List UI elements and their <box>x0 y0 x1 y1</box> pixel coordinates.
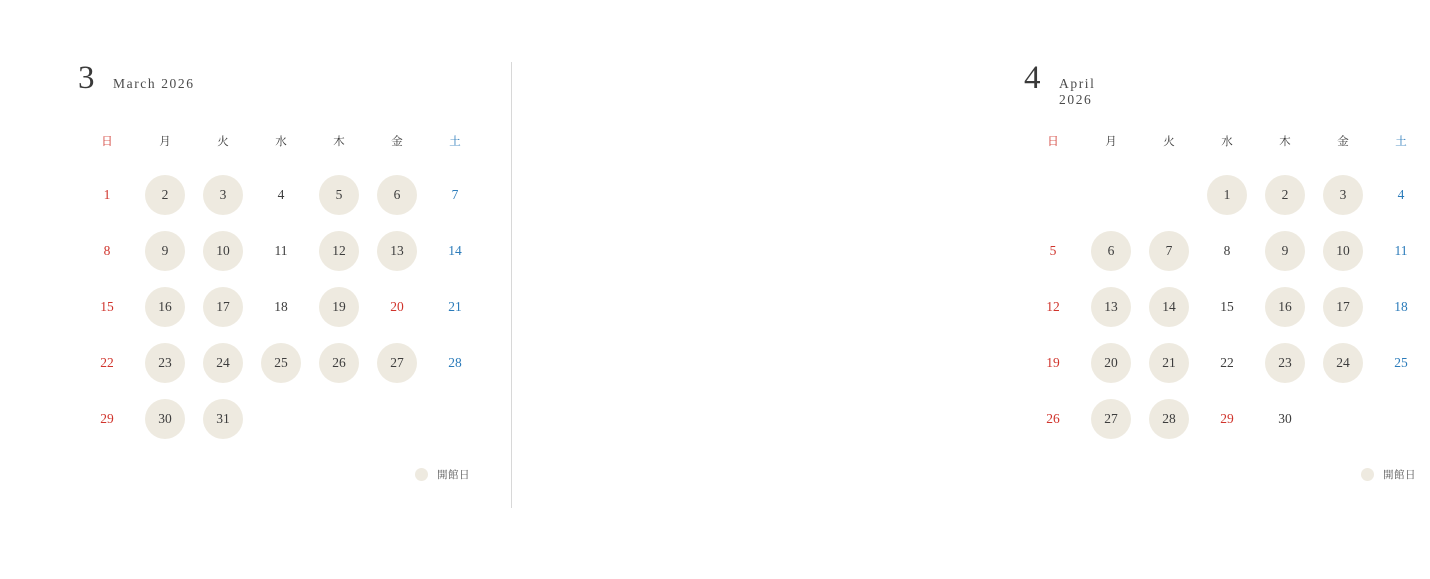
day-number[interactable]: 11 <box>1394 243 1408 259</box>
day-number[interactable]: 21 <box>1149 343 1189 383</box>
calendar-cell <box>1082 335 1140 391</box>
legend-label: 開館日 <box>437 469 470 481</box>
calendar-cell <box>310 223 368 279</box>
day-number[interactable]: 5 <box>319 175 359 215</box>
day-number[interactable]: 9 <box>1265 231 1305 271</box>
day-number[interactable]: 23 <box>145 343 185 383</box>
weekday-header: 日 <box>1047 134 1059 148</box>
calendar-cell <box>1372 279 1430 335</box>
day-number[interactable]: 24 <box>203 343 243 383</box>
calendar-cell <box>1024 279 1082 335</box>
day-number[interactable]: 22 <box>1220 355 1234 371</box>
legend-dot-icon <box>1361 468 1374 481</box>
weekday-header: 月 <box>159 134 171 148</box>
calendar-cell <box>368 279 426 335</box>
calendar-week-row <box>78 335 484 391</box>
day-number[interactable]: 29 <box>100 411 114 427</box>
calendar-cell <box>1256 335 1314 391</box>
calendar-cell <box>1314 167 1372 223</box>
calendar-cell <box>1140 391 1198 447</box>
calendar-cell <box>1024 223 1082 279</box>
calendar-week-row <box>78 223 484 279</box>
calendar-grid <box>1024 132 1430 447</box>
calendar-cell <box>1372 391 1430 447</box>
calendar-cell <box>1024 335 1082 391</box>
weekday-header: 金 <box>1337 134 1349 148</box>
day-number[interactable]: 3 <box>1323 175 1363 215</box>
calendar-cell <box>1140 223 1198 279</box>
day-number[interactable]: 5 <box>1049 243 1057 259</box>
day-number[interactable]: 20 <box>390 299 404 315</box>
calendar-week-row <box>78 167 484 223</box>
day-number[interactable]: 27 <box>1091 399 1131 439</box>
calendar-cell <box>78 223 136 279</box>
day-number[interactable]: 30 <box>1278 411 1292 427</box>
day-number[interactable]: 3 <box>203 175 243 215</box>
day-number[interactable]: 17 <box>203 287 243 327</box>
calendar-cell <box>1372 335 1430 391</box>
day-number[interactable]: 25 <box>1394 355 1408 371</box>
month-block <box>0 0 512 482</box>
calendar-cell <box>194 279 252 335</box>
weekday-header: 金 <box>391 134 403 148</box>
calendar-cell <box>310 335 368 391</box>
page-divider <box>511 62 512 508</box>
calendar-cell <box>1140 335 1198 391</box>
calendar-cell <box>1082 279 1140 335</box>
day-number[interactable]: 4 <box>277 187 285 203</box>
weekday-header: 火 <box>217 134 229 148</box>
month-number: 4 <box>1024 60 1041 96</box>
calendar-cell <box>1372 167 1430 223</box>
day-number[interactable]: 27 <box>377 343 417 383</box>
day-number[interactable]: 15 <box>100 299 114 315</box>
day-empty <box>319 399 359 439</box>
calendar-cell <box>1314 223 1372 279</box>
calendar-cell <box>136 335 194 391</box>
legend-dot-icon <box>415 468 428 481</box>
legend-label: 開館日 <box>1383 469 1416 481</box>
day-number[interactable]: 1 <box>1207 175 1247 215</box>
day-number[interactable]: 31 <box>203 399 243 439</box>
calendar-cell <box>1140 167 1198 223</box>
day-number[interactable]: 16 <box>1265 287 1305 327</box>
calendar-cell <box>194 335 252 391</box>
legend <box>1024 467 1416 482</box>
month-name: April 2026 <box>1059 76 1096 107</box>
month-name: March 2026 <box>113 76 195 91</box>
day-empty <box>377 399 417 439</box>
day-number[interactable]: 13 <box>1091 287 1131 327</box>
day-number[interactable]: 14 <box>1149 287 1189 327</box>
weekday-header-row <box>78 132 484 167</box>
calendar-week-row <box>78 279 484 335</box>
day-number[interactable]: 10 <box>203 231 243 271</box>
day-number[interactable]: 26 <box>319 343 359 383</box>
calendar-cell <box>1198 223 1256 279</box>
day-number[interactable]: 24 <box>1323 343 1363 383</box>
day-number[interactable]: 18 <box>274 299 288 315</box>
day-empty <box>1323 399 1363 439</box>
day-number[interactable]: 6 <box>377 175 417 215</box>
weekday-header: 火 <box>1163 134 1175 148</box>
calendar-cell <box>136 167 194 223</box>
day-number[interactable]: 9 <box>145 231 185 271</box>
day-number[interactable]: 13 <box>377 231 417 271</box>
day-number[interactable]: 8 <box>103 243 111 259</box>
calendar-cell <box>1314 391 1372 447</box>
calendar-week-row <box>1024 279 1430 335</box>
day-number[interactable]: 23 <box>1265 343 1305 383</box>
day-number[interactable]: 18 <box>1394 299 1408 315</box>
day-number[interactable]: 12 <box>319 231 359 271</box>
calendar-week-row <box>1024 167 1430 223</box>
weekday-header: 水 <box>1221 134 1233 148</box>
day-number[interactable]: 17 <box>1323 287 1363 327</box>
day-empty <box>1149 175 1189 215</box>
calendar-cell <box>1024 391 1082 447</box>
calendar-cell <box>1082 391 1140 447</box>
day-number[interactable]: 8 <box>1223 243 1231 259</box>
calendar-cell <box>78 279 136 335</box>
calendar-cell <box>252 335 310 391</box>
calendar-cell <box>1314 335 1372 391</box>
day-number[interactable]: 2 <box>145 175 185 215</box>
calendar-cell <box>252 223 310 279</box>
day-number[interactable]: 2 <box>1265 175 1305 215</box>
calendar-cell <box>1372 223 1430 279</box>
day-number[interactable]: 12 <box>1046 299 1060 315</box>
day-number[interactable]: 19 <box>319 287 359 327</box>
day-empty <box>1033 175 1073 215</box>
day-number[interactable]: 26 <box>1046 411 1060 427</box>
month-number: 3 <box>78 60 95 96</box>
calendar-cell <box>252 279 310 335</box>
weekday-header: 日 <box>101 134 113 148</box>
day-number[interactable]: 7 <box>451 187 459 203</box>
calendar-cell <box>252 167 310 223</box>
month-header <box>78 62 512 108</box>
weekday-header-row <box>1024 132 1430 167</box>
calendar-cell <box>78 391 136 447</box>
calendar-cell <box>1198 335 1256 391</box>
day-number[interactable]: 20 <box>1091 343 1131 383</box>
month-block <box>448 0 1416 482</box>
calendar-cell <box>1314 279 1372 335</box>
calendar-cell <box>310 279 368 335</box>
day-number[interactable]: 29 <box>1220 411 1234 427</box>
day-number[interactable]: 25 <box>261 343 301 383</box>
calendar-cell <box>1256 279 1314 335</box>
calendar-cell <box>136 391 194 447</box>
weekday-header: 土 <box>449 134 461 148</box>
day-empty <box>1381 399 1421 439</box>
calendar-week-row <box>78 391 484 447</box>
day-empty <box>261 399 301 439</box>
calendar-week-row <box>1024 335 1430 391</box>
day-number[interactable]: 10 <box>1323 231 1363 271</box>
day-number[interactable]: 14 <box>448 243 462 259</box>
weekday-header: 水 <box>275 134 287 148</box>
calendar-cell <box>368 167 426 223</box>
calendar-cell <box>1082 223 1140 279</box>
calendar-cell <box>78 167 136 223</box>
calendar-cell <box>136 223 194 279</box>
day-number[interactable]: 21 <box>448 299 462 315</box>
calendar-cell <box>194 391 252 447</box>
calendar-cell <box>1082 167 1140 223</box>
legend <box>78 467 470 482</box>
day-number[interactable]: 15 <box>1220 299 1234 315</box>
calendar-grid <box>78 132 484 447</box>
day-number[interactable]: 16 <box>145 287 185 327</box>
day-number[interactable]: 22 <box>100 355 114 371</box>
day-number[interactable]: 1 <box>103 187 111 203</box>
weekday-header: 土 <box>1395 134 1407 148</box>
calendar-cell <box>1198 279 1256 335</box>
day-number[interactable]: 7 <box>1149 231 1189 271</box>
calendar-cell <box>78 335 136 391</box>
day-number[interactable]: 28 <box>1149 399 1189 439</box>
day-number[interactable]: 28 <box>448 355 462 371</box>
day-number[interactable]: 30 <box>145 399 185 439</box>
calendar-cell <box>368 223 426 279</box>
calendar-cell <box>1024 167 1082 223</box>
calendar-cell <box>310 167 368 223</box>
weekday-header: 木 <box>1279 134 1291 148</box>
calendar-cell <box>1198 391 1256 447</box>
day-empty <box>1091 175 1131 215</box>
day-number[interactable]: 6 <box>1091 231 1131 271</box>
calendar-week-row <box>1024 391 1430 447</box>
calendar-cell <box>310 391 368 447</box>
calendar-week-row <box>1024 223 1430 279</box>
calendar-cell <box>194 167 252 223</box>
calendar-cell <box>252 391 310 447</box>
calendar-cell <box>1256 391 1314 447</box>
calendar-cell <box>1140 279 1198 335</box>
calendar-cell <box>1198 167 1256 223</box>
day-number[interactable]: 4 <box>1397 187 1405 203</box>
calendar-cell <box>136 279 194 335</box>
calendar-cell <box>1256 223 1314 279</box>
weekday-header: 木 <box>333 134 345 148</box>
calendar-cell <box>194 223 252 279</box>
calendar-cell <box>368 335 426 391</box>
weekday-header: 月 <box>1105 134 1117 148</box>
day-number[interactable]: 19 <box>1046 355 1060 371</box>
calendar-cell <box>1256 167 1314 223</box>
calendar-cell <box>368 391 426 447</box>
day-number[interactable]: 11 <box>274 243 288 259</box>
